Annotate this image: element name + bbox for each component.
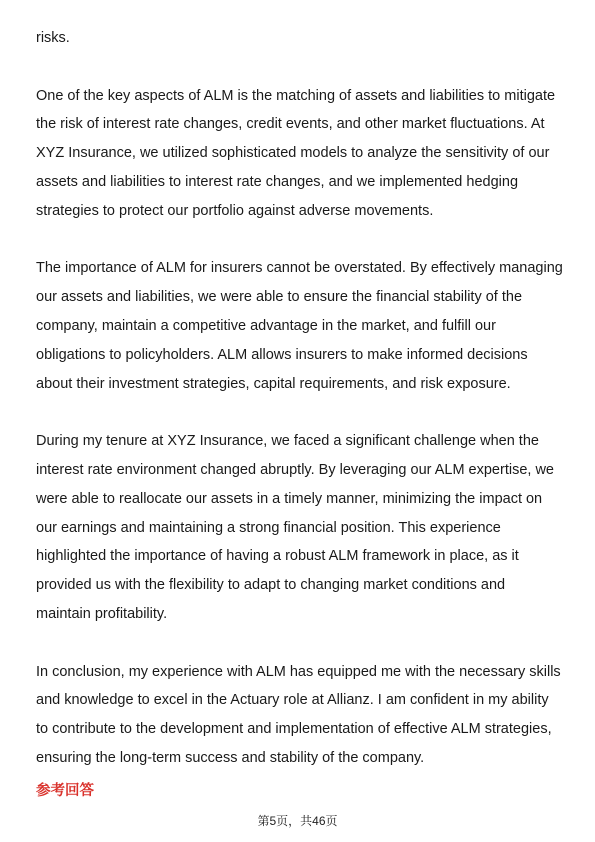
paragraph-spacer (36, 629, 566, 658)
text-line: XYZ Insurance, we utilized sophisticated models to analyze the sensitivity of our (36, 145, 550, 162)
text-line: our assets and liabilities, we were able to ensure the financial stability of the (36, 289, 523, 306)
text-line: assets and liabilities to interest rate changes, and we implemented hedging (36, 173, 519, 190)
paragraph-spacer (36, 226, 566, 255)
text-line: provided us with the flexibility to adapt to changing market conditions and (36, 577, 506, 594)
text-line: to contribute to the development and implementation of effective ALM strategies, (36, 721, 552, 738)
paragraph (36, 427, 566, 629)
paragraph-spacer (36, 53, 566, 82)
text-line: maintain profitability. (36, 605, 168, 622)
document-body (36, 24, 566, 773)
text-line: highlighted the importance of having a robust ALM framework in place, as it (36, 548, 519, 565)
text-line: obligations to policyholders. ALM allows insurers to make informed decisions (36, 346, 528, 363)
text-line: company, maintain a competitive advantage in the market, and fulfill our (36, 317, 496, 334)
paragraph-spacer (36, 398, 566, 427)
text-line: interest rate environment changed abruptly. By leveraging our ALM expertise, we (36, 461, 554, 478)
text-line: ensuring the long-term success and stability of the company. (36, 749, 425, 766)
reference-answer-label: 参考回答 (36, 783, 94, 799)
text-line: During my tenure at XYZ Insurance, we faced a significant challenge when the (36, 433, 539, 450)
text-line: The importance of ALM for insurers cannot be overstated. By effectively managing (36, 260, 563, 277)
paragraph (36, 254, 566, 398)
text-line: One of the key aspects of ALM is the matching of assets and liabilities to mitigate (36, 87, 556, 104)
text-line: and knowledge to excel in the Actuary role at Allianz. I am confident in my ability (36, 692, 549, 709)
paragraph (36, 24, 566, 53)
paragraph (36, 658, 566, 773)
text-line: risks. (36, 30, 70, 46)
text-line: strategies to protect our portfolio against adverse movements. (36, 202, 434, 219)
paragraph (36, 82, 566, 226)
text-line: In conclusion, my experience with ALM has equipped me with the necessary skills (36, 663, 561, 680)
page-number-footer: 第5页，共46页 (257, 814, 338, 828)
text-line: about their investment strategies, capital requirements, and risk exposure. (36, 375, 511, 392)
text-line: our earnings and maintaining a strong financial position. This experience (36, 519, 501, 536)
text-line: were able to reallocate our assets in a timely manner, minimizing the impact on (36, 490, 543, 507)
text-line: the risk of interest rate changes, credit events, and other market fluctuations. At (36, 116, 545, 133)
